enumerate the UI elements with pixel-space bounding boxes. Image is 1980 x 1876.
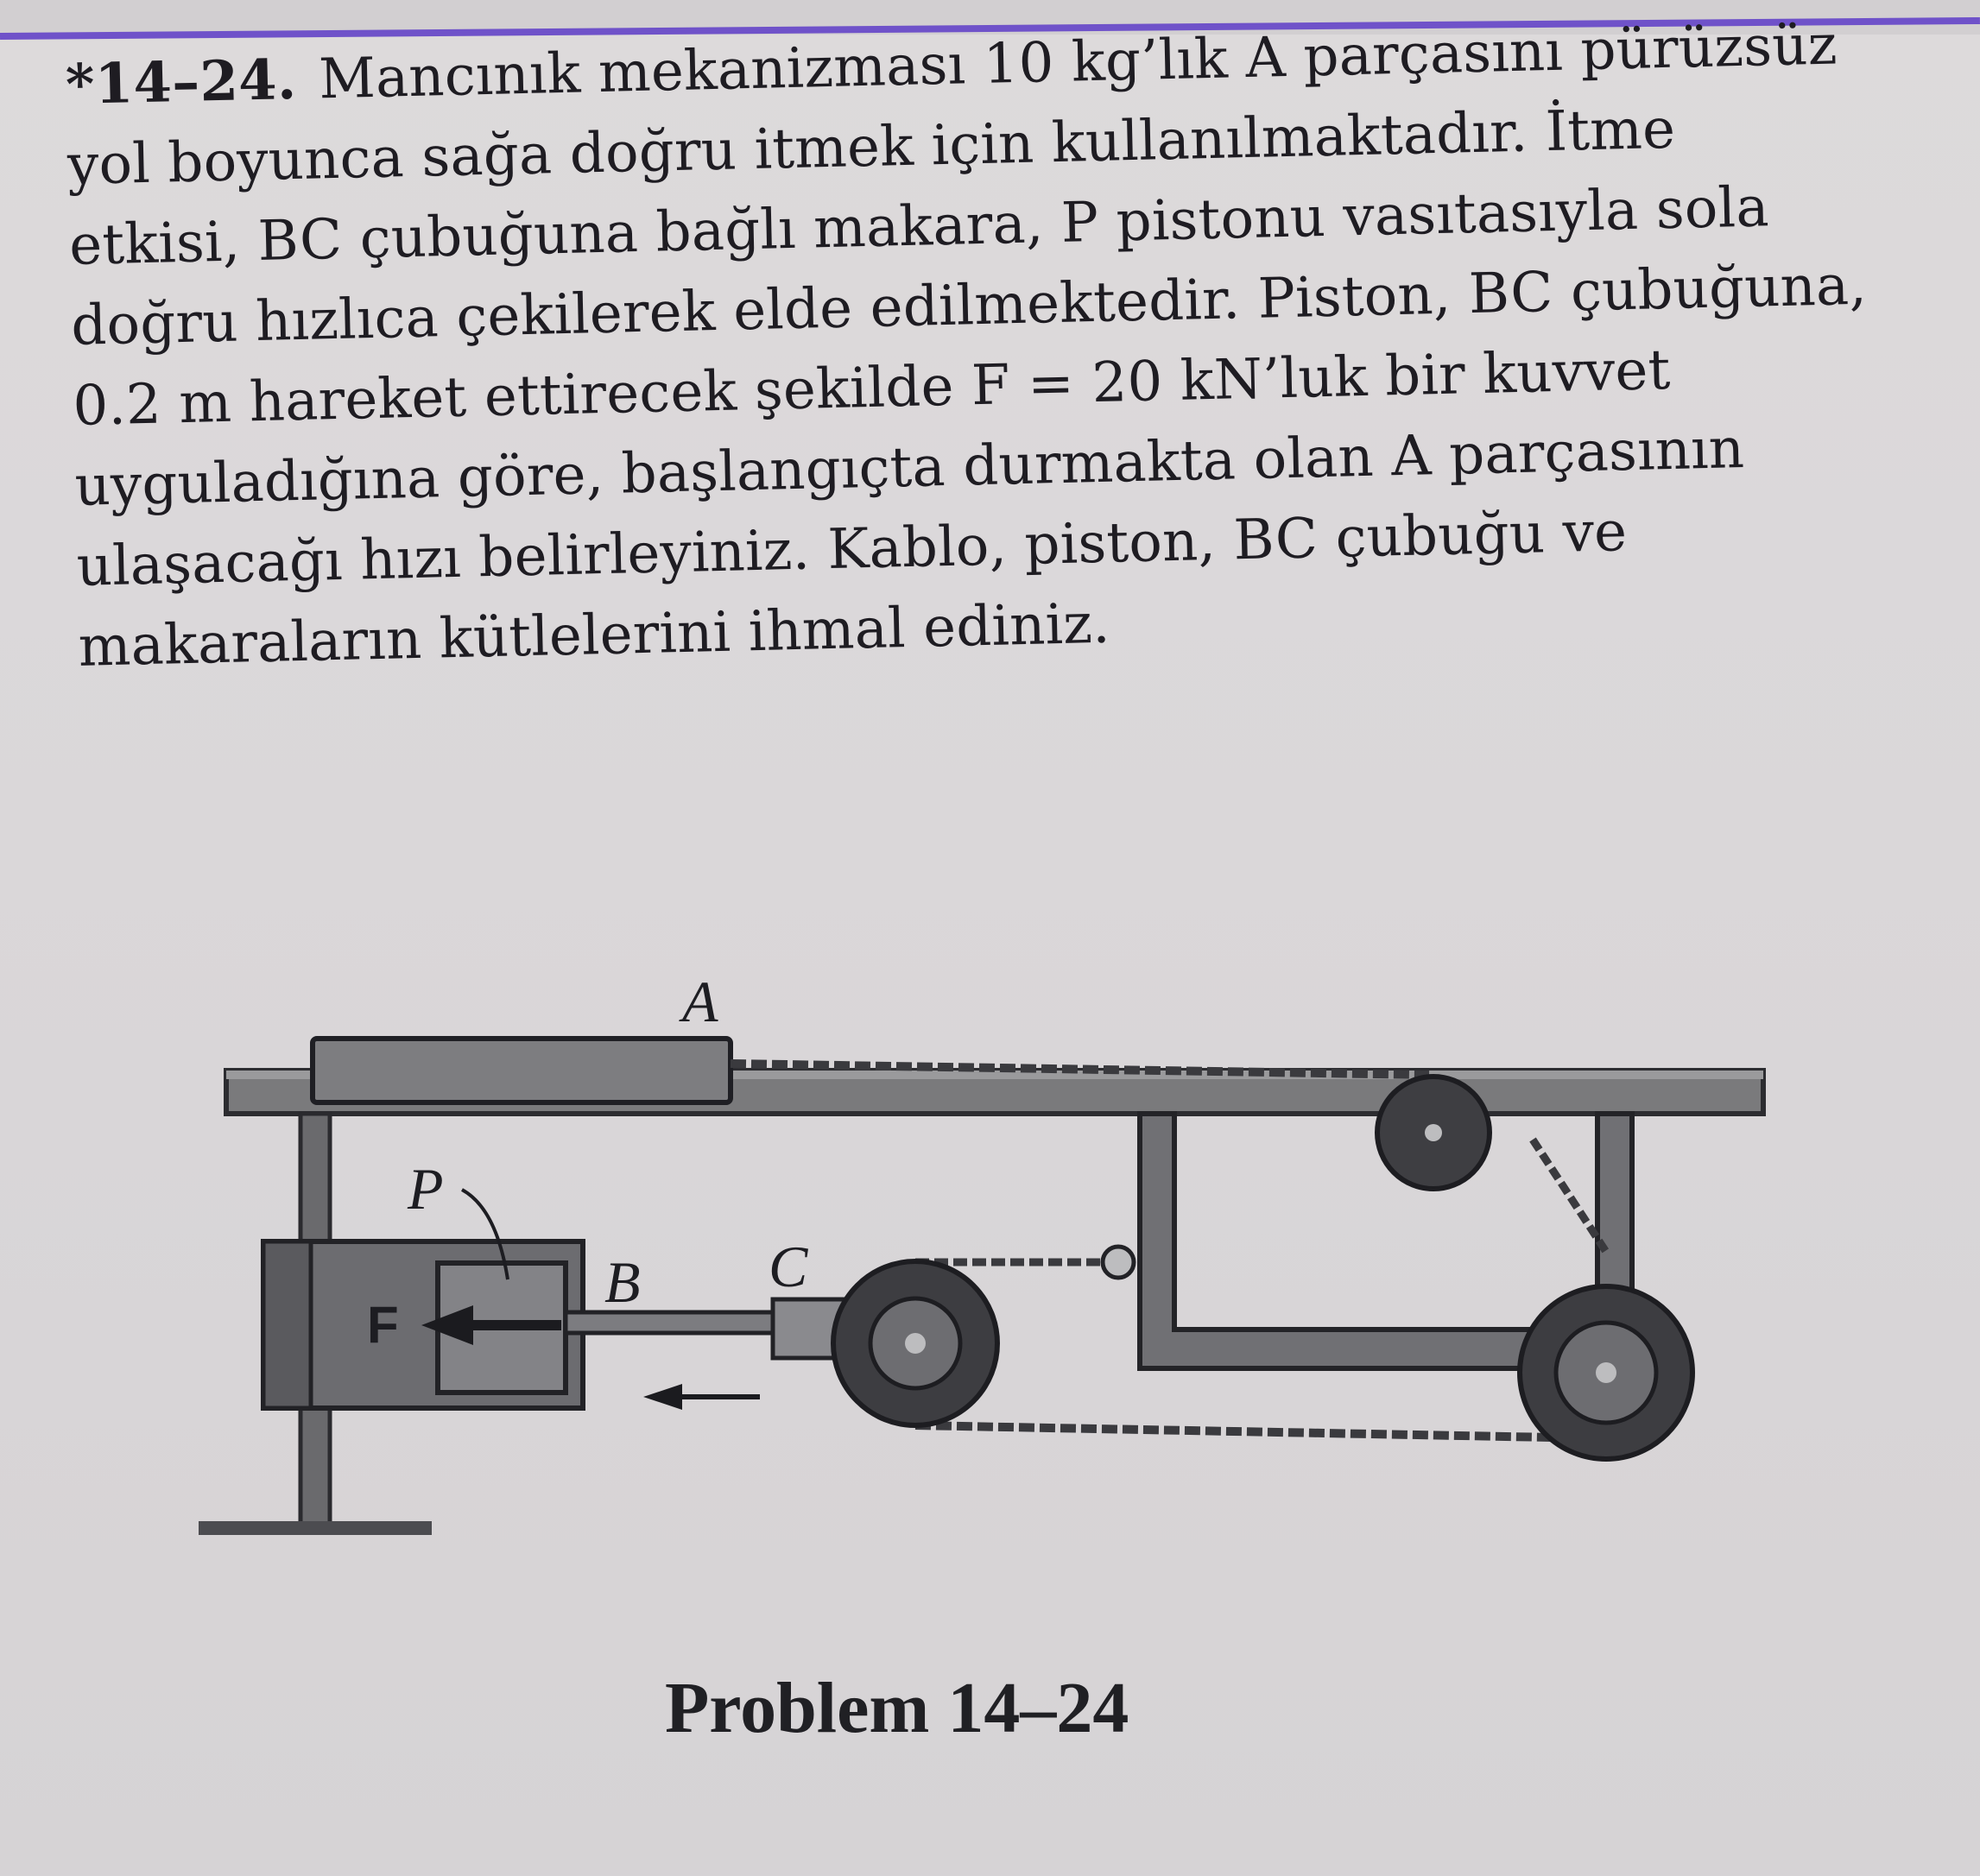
cable-guide-ring (1103, 1247, 1134, 1278)
motion-arrowhead (643, 1384, 682, 1410)
label-a: A (682, 969, 718, 1034)
block-a (313, 1039, 731, 1102)
figure-caption: Problem 14–24 (665, 1668, 1129, 1748)
rod-bc (566, 1312, 781, 1333)
lower-cable (915, 1425, 1597, 1438)
base-plate (199, 1521, 432, 1535)
label-f: F (367, 1296, 399, 1354)
problem-number: *14–24. (65, 47, 298, 117)
problem-body: Mancınık mekanizması 10 kg’lık A parçasını pürüzsüz yol boyunca sağa doğru itmek için kullanılmaktadır. İtme etkisi, BC çubuğuna bağlı makara, P pistonu vasıtasıyla sola doğru hızlıca çekilerek elde edilmektedir. Piston, BC çubuğuna, 0.2 m hareket ettirecek şekilde F = 20 kN’luk bir kuvvet uyguladığına göre, başlangıçta durmakta olan A parçasının ulaşacağı hızı belirleyiniz. Kablo, piston, BC çubuğu ve makaraların kütlelerini ihmal ediniz. (66, 13, 1868, 679)
label-c: C (769, 1234, 808, 1299)
label-p: P (408, 1156, 444, 1222)
label-b: B (604, 1249, 641, 1315)
